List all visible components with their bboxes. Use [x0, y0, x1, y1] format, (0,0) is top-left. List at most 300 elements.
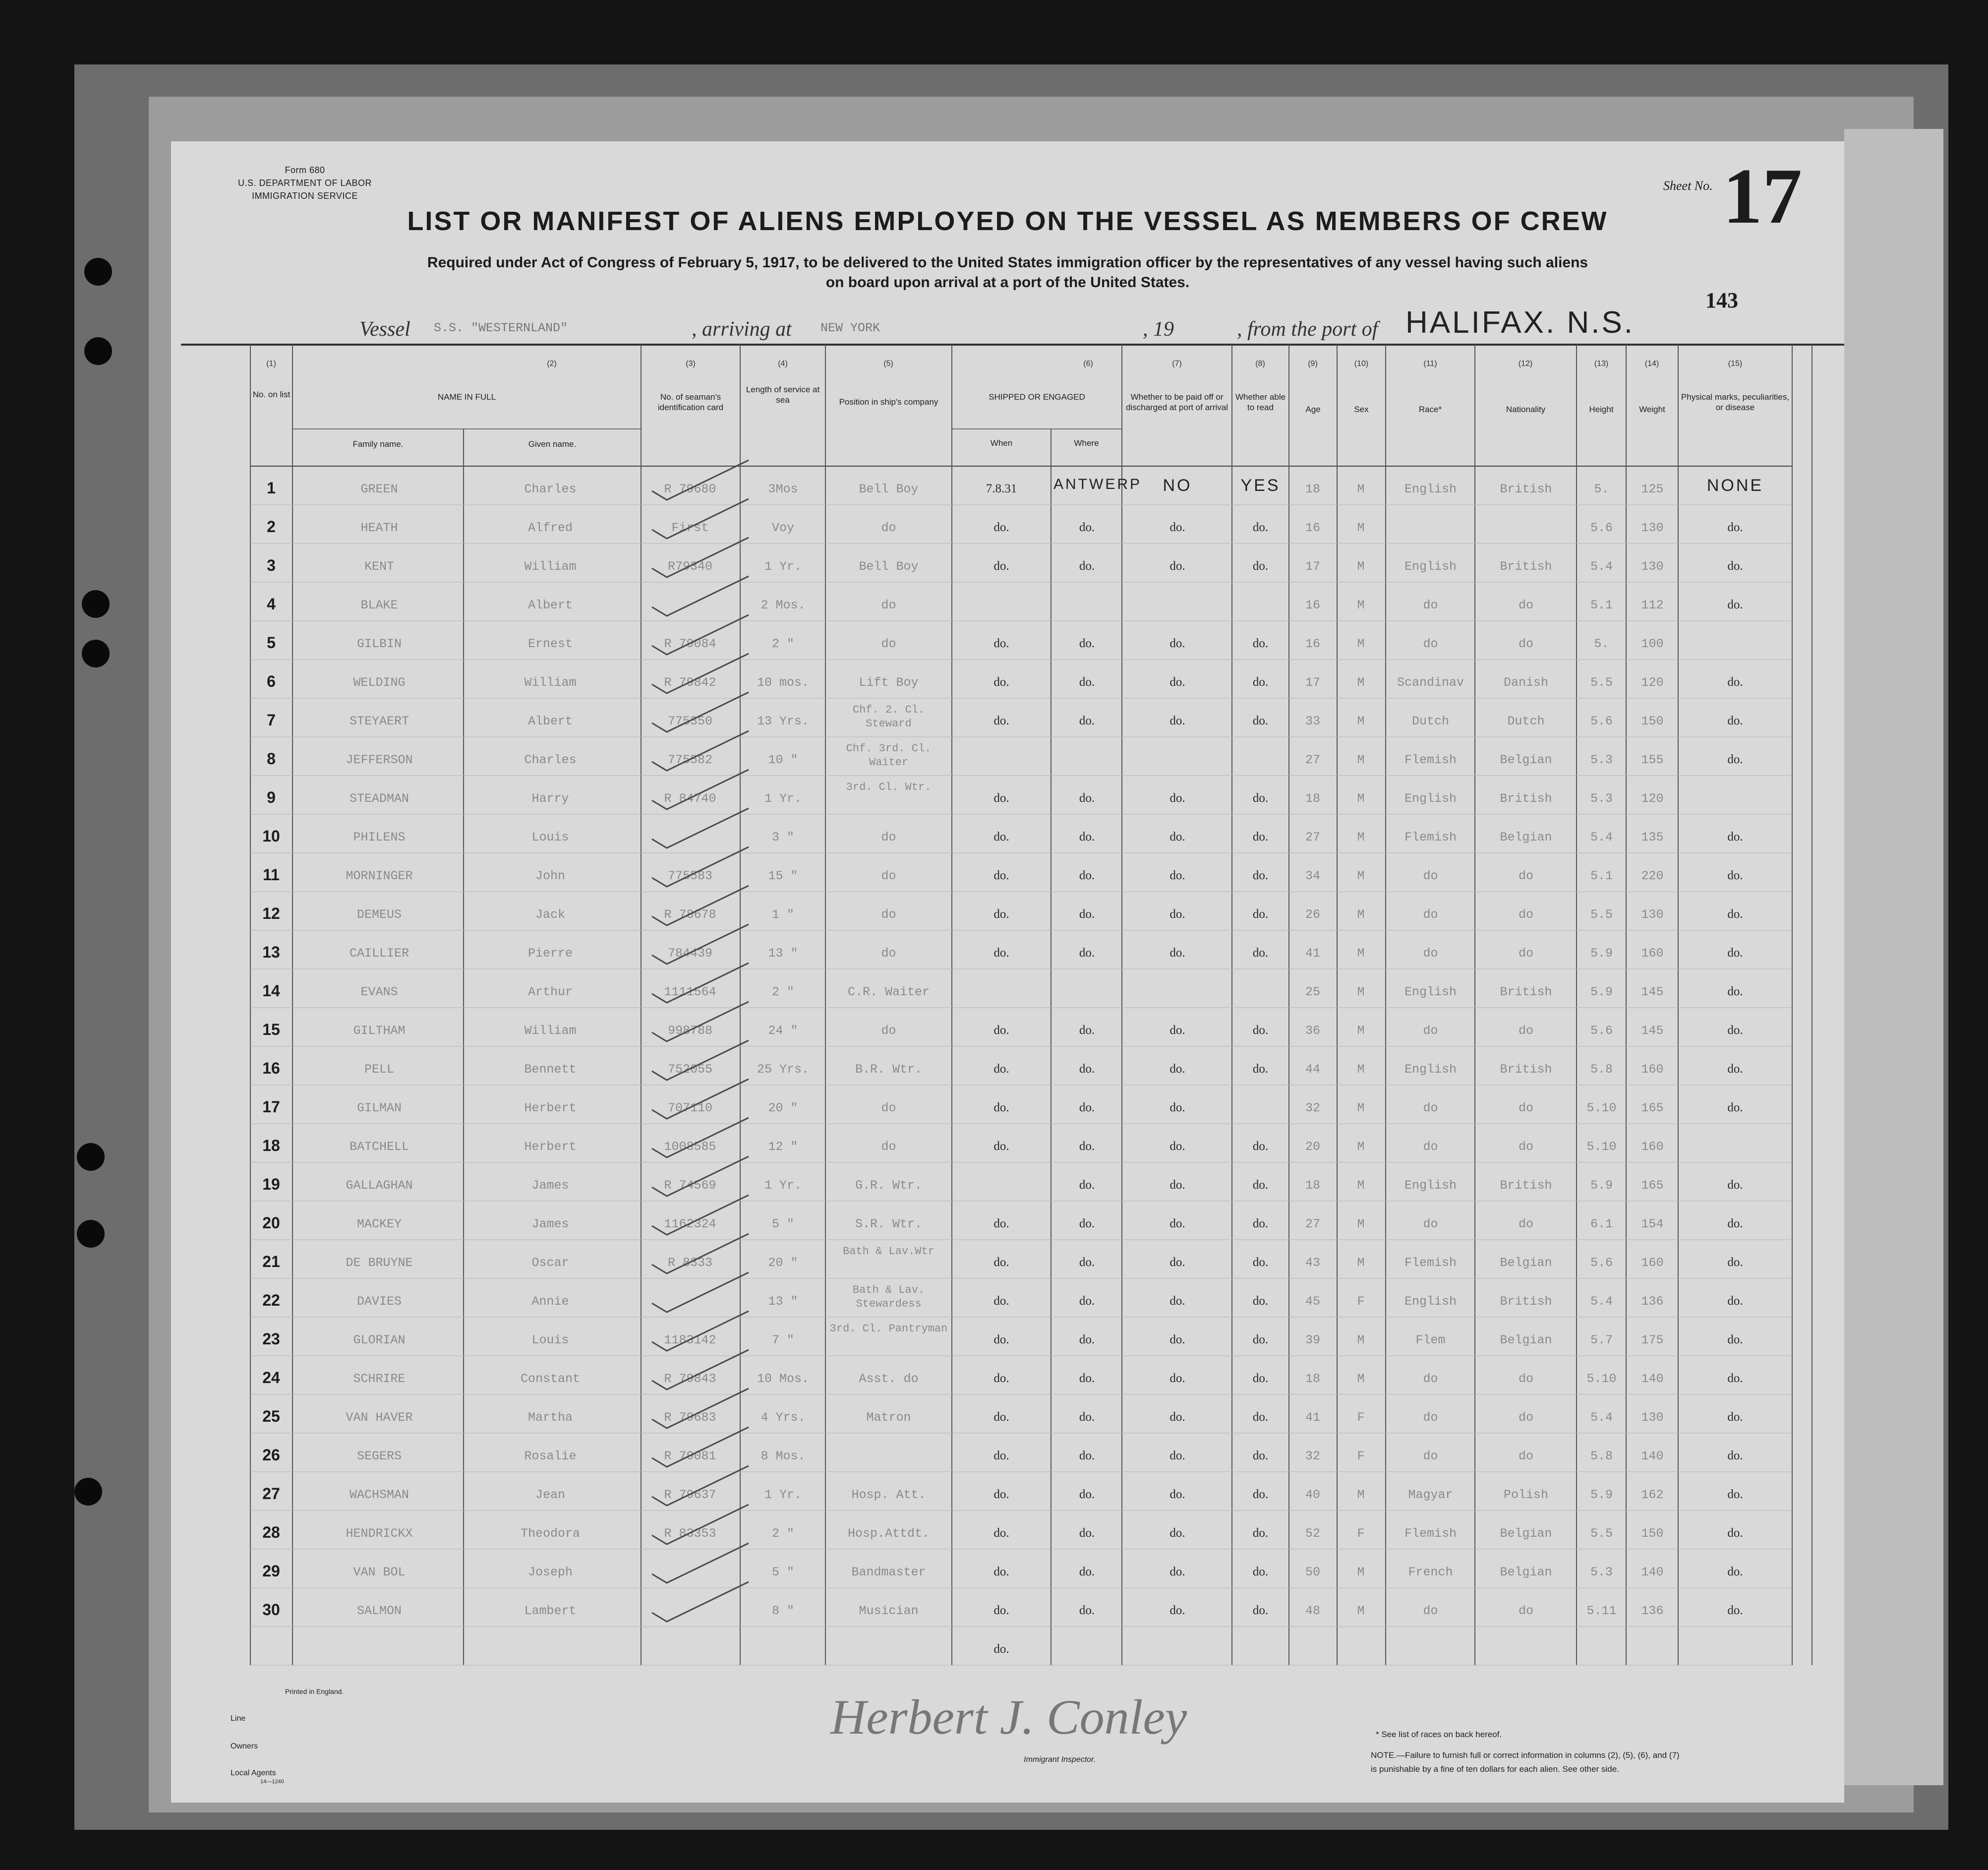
able-to-read: do. [1252, 521, 1269, 534]
age: 41 [1305, 1410, 1320, 1425]
length-of-service: 13 Yrs. [757, 714, 810, 728]
row-number: 26 [262, 1446, 280, 1464]
paid-off: do. [1169, 946, 1185, 960]
length-of-service: 8 Mos. [760, 1449, 806, 1463]
family-name: MORNINGER [346, 869, 413, 883]
shipped-when: do. [994, 1024, 1009, 1037]
row-number: 27 [262, 1485, 280, 1503]
family-name: MACKEY [356, 1217, 402, 1231]
shipped-where: do. [1079, 1178, 1095, 1192]
length-of-service: 2 Mos. [760, 598, 806, 612]
physical-marks: do. [1727, 1294, 1743, 1308]
paid-off: do. [1169, 869, 1185, 882]
physical-marks: do. [1727, 559, 1743, 573]
length-of-service: 8 " [771, 1604, 794, 1618]
family-name: BATCHELL [349, 1140, 409, 1154]
shipped-when-extra: do. [994, 1642, 1009, 1656]
sex: M [1357, 559, 1365, 574]
table-grid [171, 141, 1844, 1803]
header-seaman-card: No. of seaman's identification card [657, 392, 724, 412]
position: do [881, 830, 896, 845]
height: 5.6 [1590, 521, 1613, 535]
printed-in-england: Printed in England. [285, 1688, 344, 1695]
length-of-service: 24 " [768, 1024, 798, 1038]
position: Chf. 3rd. Cl. Waiter [846, 742, 932, 769]
given-name: Bennett [524, 1062, 577, 1077]
binder-hole [77, 1143, 105, 1171]
able-to-read: do. [1252, 1449, 1269, 1462]
row-number: 28 [262, 1523, 280, 1541]
able-to-read: do. [1252, 946, 1269, 960]
able-to-read: do. [1252, 1526, 1269, 1540]
age: 18 [1305, 1372, 1320, 1386]
sheet-number: 17 [1723, 152, 1802, 240]
physical-marks: do. [1727, 1333, 1743, 1346]
seaman-card-number: R 83353 [664, 1526, 716, 1541]
shipped-where: do. [1079, 559, 1095, 573]
age: 48 [1305, 1604, 1320, 1618]
height: 5.8 [1590, 1062, 1613, 1077]
row-number: 16 [262, 1059, 280, 1077]
shipped-when: do. [994, 1565, 1009, 1578]
from-port-label: , from the port of [1237, 318, 1378, 341]
nationality: do [1518, 907, 1533, 922]
given-name: Herbert [524, 1101, 577, 1115]
age: 16 [1305, 521, 1320, 535]
shipped-where: do. [1079, 1024, 1095, 1037]
race: do [1423, 598, 1438, 612]
weight: 162 [1641, 1488, 1664, 1502]
weight: 120 [1641, 675, 1664, 690]
seaman-card-number: 1008585 [664, 1140, 716, 1154]
row-number: 4 [267, 595, 276, 613]
family-name: WELDING [353, 675, 406, 690]
paid-off: do. [1169, 1256, 1185, 1269]
family-name: STEADMAN [349, 791, 409, 806]
able-to-read: YES [1240, 476, 1281, 495]
paid-off: do. [1169, 714, 1185, 727]
position: C.R. Waiter [847, 985, 930, 999]
able-to-read: do. [1252, 675, 1269, 689]
paid-off: do. [1169, 907, 1185, 921]
seaman-card-number: R 74569 [664, 1178, 716, 1193]
paid-off: do. [1169, 1178, 1185, 1192]
age: 18 [1305, 482, 1320, 496]
shipped-where: do. [1079, 1488, 1095, 1501]
able-to-read: do. [1252, 714, 1269, 727]
age: 32 [1305, 1101, 1320, 1115]
sheet-label: Sheet No. [1663, 179, 1713, 193]
position: Hosp.Attdt. [847, 1526, 930, 1541]
position: Bell Boy [859, 559, 919, 574]
paid-off: do. [1169, 1062, 1185, 1076]
length-of-service: 10 mos. [757, 675, 810, 690]
position: Bell Boy [859, 482, 919, 496]
row-number: 7 [267, 711, 276, 729]
height: 5.5 [1590, 1526, 1613, 1541]
year-label: , 19 [1143, 318, 1174, 341]
nationality: British [1500, 1294, 1552, 1309]
position: do [881, 1101, 896, 1115]
height: 5.3 [1590, 753, 1613, 767]
row-number: 19 [262, 1175, 280, 1193]
family-name: GREEN [360, 482, 398, 496]
race: do [1423, 907, 1438, 922]
family-name: WACHSMAN [349, 1488, 409, 1502]
check-mark-icon [647, 1462, 756, 1507]
age: 18 [1305, 1178, 1320, 1193]
seaman-card-number: 784439 [667, 946, 712, 961]
family-name: EVANS [360, 985, 398, 999]
height: 5. [1594, 637, 1609, 651]
check-mark-icon [647, 1114, 756, 1158]
able-to-read: do. [1252, 1565, 1269, 1578]
length-of-service: 1 Yr. [764, 791, 802, 806]
shipped-when: do. [994, 675, 1009, 689]
race: English [1404, 985, 1457, 999]
weight: 130 [1641, 559, 1664, 574]
length-of-service: 15 " [768, 869, 798, 883]
sex: M [1357, 1140, 1365, 1154]
age: 39 [1305, 1333, 1320, 1347]
weight: 130 [1641, 521, 1664, 535]
given-name: William [524, 559, 577, 574]
family-name: GILTHAM [353, 1024, 406, 1038]
length-of-service: Voy [771, 521, 794, 535]
given-name: Charles [524, 753, 577, 767]
shipped-where: do. [1079, 1062, 1095, 1076]
nationality: do [1518, 1449, 1533, 1463]
age: 34 [1305, 869, 1320, 883]
sex: M [1357, 1062, 1365, 1077]
length-of-service: 5 " [771, 1565, 794, 1579]
sex: M [1357, 521, 1365, 535]
physical-marks: do. [1727, 1256, 1743, 1269]
check-mark-icon [647, 766, 756, 810]
race: do [1423, 1217, 1438, 1231]
position: 3rd. Cl. Pantryman [829, 1323, 948, 1335]
shipped-when: do. [994, 714, 1009, 727]
shipped-when: do. [994, 1333, 1009, 1346]
weight: 112 [1641, 598, 1664, 612]
physical-marks: do. [1727, 946, 1743, 960]
shipped-where: do. [1079, 791, 1095, 805]
length-of-service: 3Mos [768, 482, 798, 496]
manifest-page [171, 141, 1844, 1803]
shipped-when: do. [994, 637, 1009, 650]
paid-off: do. [1169, 1604, 1185, 1617]
nationality: do [1518, 1604, 1533, 1618]
weight: 150 [1641, 1526, 1664, 1541]
shipped-when: do. [994, 1062, 1009, 1076]
row-number: 30 [262, 1601, 280, 1619]
nationality: British [1500, 482, 1552, 496]
height: 5.4 [1590, 559, 1613, 574]
seaman-card-number: 775583 [667, 869, 712, 883]
given-name: Charles [524, 482, 577, 496]
height: 5.10 [1586, 1140, 1617, 1154]
column-number: (4) [778, 360, 788, 368]
check-mark-icon [647, 534, 756, 578]
able-to-read: do. [1252, 1256, 1269, 1269]
weight: 140 [1641, 1449, 1664, 1463]
race: do [1423, 1449, 1438, 1463]
given-name: Herbert [524, 1140, 577, 1154]
sex: M [1357, 1372, 1365, 1386]
weight: 165 [1641, 1178, 1664, 1193]
age: 45 [1305, 1294, 1320, 1309]
check-mark-icon [647, 804, 756, 849]
age: 50 [1305, 1565, 1320, 1579]
shipped-where: do. [1079, 869, 1095, 882]
header-height: Height [1589, 405, 1614, 414]
family-name: PHILENS [353, 830, 406, 845]
physical-marks: do. [1727, 1217, 1743, 1230]
backing-sheet-edge [1844, 129, 1943, 1785]
given-name: Joseph [527, 1565, 573, 1579]
age: 36 [1305, 1024, 1320, 1038]
check-mark-icon [647, 1075, 756, 1120]
given-name: Arthur [527, 985, 573, 999]
header-physical-marks: Physical marks, peculiarities, or disease [1681, 392, 1790, 412]
nationality: Belgian [1500, 1333, 1552, 1347]
able-to-read: do. [1252, 791, 1269, 805]
able-to-read: do. [1252, 1372, 1269, 1385]
physical-marks: do. [1727, 521, 1743, 534]
weight: 160 [1641, 1062, 1664, 1077]
nationality: do [1518, 1410, 1533, 1425]
check-mark-icon [647, 1036, 756, 1081]
able-to-read: do. [1252, 1024, 1269, 1037]
sex: M [1357, 1333, 1365, 1347]
height: 5.11 [1586, 1604, 1617, 1618]
nationality: do [1518, 1024, 1533, 1038]
race: Flemish [1404, 1526, 1457, 1541]
shipped-where: do. [1079, 521, 1095, 534]
shipped-where: do. [1079, 1333, 1095, 1346]
penalty-note-line-2: is punishable by a fine of ten dollars for each alien. See other side. [1371, 1764, 1619, 1774]
able-to-read: do. [1252, 830, 1269, 844]
length-of-service: 10 " [768, 753, 798, 767]
physical-marks: do. [1727, 753, 1743, 766]
able-to-read: do. [1252, 1410, 1269, 1424]
paid-off: do. [1169, 521, 1185, 534]
height: 6.1 [1590, 1217, 1613, 1231]
race: Flemish [1404, 830, 1457, 845]
sex: M [1357, 1604, 1365, 1618]
physical-marks: do. [1727, 1178, 1743, 1192]
column-number: (3) [686, 360, 696, 368]
row-number: 5 [267, 634, 276, 652]
check-mark-icon [647, 1268, 756, 1313]
line-label: Line [231, 1714, 246, 1723]
height: 5.9 [1590, 946, 1613, 961]
weight: 145 [1641, 1024, 1664, 1038]
header-given-name: Given name. [528, 439, 577, 449]
weight: 175 [1641, 1333, 1664, 1347]
paid-off: do. [1169, 1294, 1185, 1308]
age: 26 [1305, 907, 1320, 922]
header-position: Position in ship's company [839, 397, 938, 407]
position: Bath & Lav. Stewardess [852, 1284, 925, 1310]
nationality: Belgian [1500, 753, 1552, 767]
column-number: (12) [1518, 360, 1533, 368]
shipped-when: do. [994, 791, 1009, 805]
manifest-title: LIST OR MANIFEST OF ALIENS EMPLOYED ON THE VESSEL AS MEMBERS OF CREW [407, 206, 1608, 236]
weight: 145 [1641, 985, 1664, 999]
paid-off: do. [1169, 1565, 1185, 1578]
shipped-where: do. [1079, 946, 1095, 960]
physical-marks: do. [1727, 830, 1743, 844]
seaman-card-number: R 78678 [664, 907, 716, 922]
shipped-where: ANTWERP [1053, 476, 1142, 492]
shipped-where: do. [1079, 637, 1095, 650]
seaman-card-number: R 79680 [664, 482, 716, 496]
header-paid-off: Whether to be paid off or discharged at port of arrival [1126, 392, 1228, 412]
form-number: Form 680 [285, 165, 325, 175]
height: 5.9 [1590, 985, 1613, 999]
position: Asst. do [859, 1372, 919, 1386]
nationality: do [1518, 1140, 1533, 1154]
race: do [1423, 1410, 1438, 1425]
family-name: SEGERS [356, 1449, 402, 1463]
age: 33 [1305, 714, 1320, 728]
given-name: Theodora [520, 1526, 581, 1541]
position: do [881, 869, 896, 883]
nationality: Belgian [1500, 1256, 1552, 1270]
weight: 165 [1641, 1101, 1664, 1115]
row-number: 25 [262, 1407, 280, 1425]
weight: 140 [1641, 1565, 1664, 1579]
race: do [1423, 1101, 1438, 1115]
shipped-where: do. [1079, 1449, 1095, 1462]
sex: M [1357, 830, 1365, 845]
sex: M [1357, 985, 1365, 999]
column-number: (8) [1255, 360, 1265, 368]
physical-marks: do. [1727, 985, 1743, 998]
local-agents-label: Local Agents [231, 1769, 276, 1777]
seaman-card-number: R 79683 [664, 1410, 716, 1425]
given-name: Oscar [531, 1256, 569, 1270]
position: do [881, 907, 896, 922]
binder-hole [82, 590, 110, 618]
sex: M [1357, 714, 1365, 728]
shipped-where: do. [1079, 1526, 1095, 1540]
family-name: BLAKE [360, 598, 398, 612]
length-of-service: 4 Yrs. [760, 1410, 806, 1425]
family-name: VAN BOL [353, 1565, 406, 1579]
height: 5.9 [1590, 1488, 1613, 1502]
shipped-when: do. [994, 946, 1009, 960]
check-mark-icon [647, 1230, 756, 1274]
from-port: HALIFAX. N.S. [1405, 305, 1635, 340]
shipped-when: do. [994, 1256, 1009, 1269]
shipped-when: do. [994, 521, 1009, 534]
header-nationality: Nationality [1506, 405, 1546, 414]
shipped-where: do. [1079, 907, 1095, 921]
physical-marks: do. [1727, 1488, 1743, 1501]
shipped-when: do. [994, 1101, 1009, 1114]
sex: M [1357, 1565, 1365, 1579]
length-of-service: 13 " [768, 946, 798, 961]
length-of-service: 5 " [771, 1217, 794, 1231]
check-mark-icon [647, 1346, 756, 1390]
race: Flemish [1404, 1256, 1457, 1270]
header-weight: Weight [1639, 405, 1665, 414]
paid-off: do. [1169, 1333, 1185, 1346]
nationality: do [1518, 946, 1533, 961]
race: English [1404, 791, 1457, 806]
sex: F [1357, 1410, 1365, 1425]
family-name: JEFFERSON [346, 753, 413, 767]
penalty-note-line-1: NOTE.—Failure to furnish full or correct information in columns (2), (5), (6), and (7) [1371, 1750, 1680, 1760]
length-of-service: 13 " [768, 1294, 798, 1309]
nationality: British [1500, 559, 1552, 574]
department-label: U.S. DEPARTMENT OF LABOR [237, 178, 372, 188]
seaman-card-number: 752055 [667, 1062, 712, 1077]
column-number: (1) [266, 360, 276, 368]
shipped-when: do. [994, 830, 1009, 844]
column-number: (15) [1728, 360, 1743, 368]
race: do [1423, 1372, 1438, 1386]
header-family-name: Family name. [352, 439, 404, 449]
nationality: Dutch [1507, 714, 1545, 728]
subtitle-line-2: on board upon arrival at a port of the United States. [825, 274, 1190, 291]
position: Bath & Lav.Wtr [843, 1245, 935, 1258]
family-name: VAN HAVER [346, 1410, 413, 1425]
header-age: Age [1305, 405, 1321, 414]
check-mark-icon [647, 1307, 756, 1352]
position: Matron [866, 1410, 911, 1425]
header-race: Race* [1418, 405, 1442, 414]
shipped-where: do. [1079, 1140, 1095, 1153]
nationality: Belgian [1500, 1526, 1552, 1541]
paid-off: do. [1169, 1372, 1185, 1385]
race: English [1404, 1062, 1457, 1077]
height: 5.4 [1590, 1294, 1613, 1309]
shipped-when: do. [994, 1294, 1009, 1308]
header-where: Where [1074, 438, 1099, 448]
seaman-card-number: R 79842 [664, 675, 716, 690]
position: Musician [859, 1604, 919, 1618]
shipped-where: do. [1079, 675, 1095, 689]
inspector-signature: Herbert J. Conley [830, 1689, 1187, 1745]
position: do [881, 598, 896, 612]
given-name: Jack [535, 907, 565, 922]
row-number: 2 [267, 518, 276, 536]
given-name: James [531, 1217, 569, 1231]
weight: 160 [1641, 946, 1664, 961]
family-name: SALMON [356, 1604, 402, 1618]
physical-marks: do. [1727, 1062, 1743, 1076]
sex: M [1357, 1178, 1365, 1193]
seaman-card-number: R 84740 [664, 791, 716, 806]
seaman-card-number: R 8333 [667, 1256, 712, 1270]
position: do [881, 946, 896, 961]
able-to-read: do. [1252, 1488, 1269, 1501]
check-mark-icon [647, 727, 756, 772]
shipped-when: 7.8.31 [986, 482, 1017, 495]
nationality: Belgian [1500, 830, 1552, 845]
weight: 160 [1641, 1140, 1664, 1154]
paid-off: do. [1169, 830, 1185, 844]
seaman-card-number: R 79084 [664, 637, 716, 651]
family-name: PELL [364, 1062, 394, 1077]
family-name: STEYAERT [349, 714, 409, 728]
weight: 100 [1641, 637, 1664, 651]
sex: M [1357, 946, 1365, 961]
able-to-read: do. [1252, 1217, 1269, 1230]
